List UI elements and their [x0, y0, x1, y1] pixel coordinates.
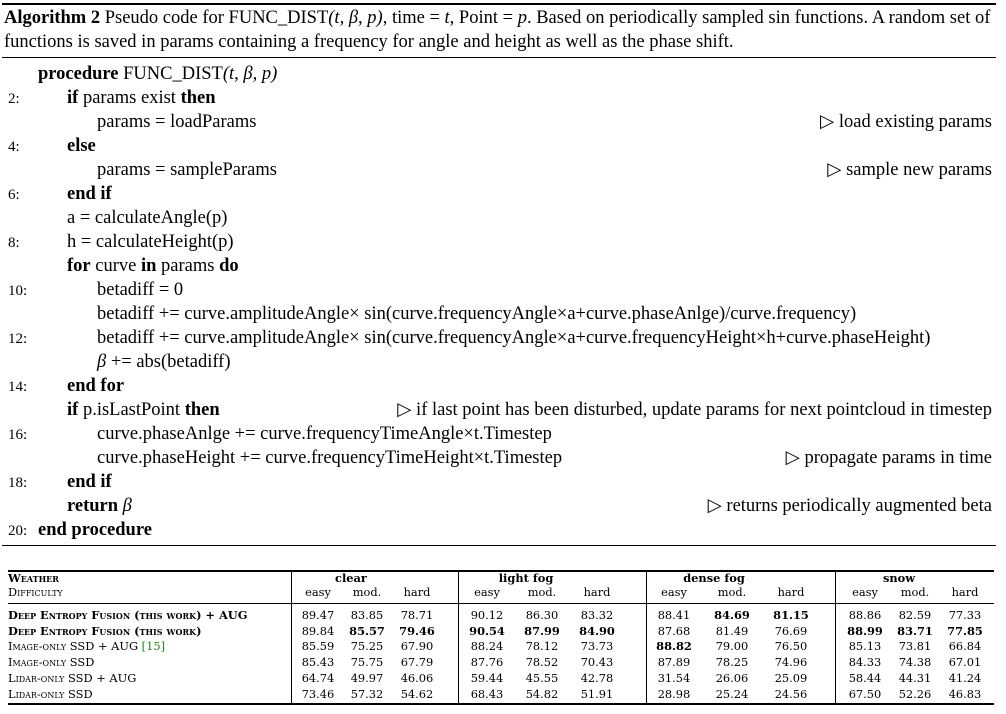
algorithm-line	[0, 230, 1000, 254]
score-cell: 90.54	[469, 623, 505, 638]
score-cell: 70.43	[580, 655, 614, 670]
score-cell: 28.98	[657, 686, 691, 701]
code-text	[67, 86, 216, 110]
score-cell: 54.62	[400, 686, 434, 701]
code-fragment: curve	[90, 256, 141, 276]
code-text	[67, 134, 96, 158]
algorithm-line	[0, 422, 1000, 446]
code-text	[67, 206, 227, 230]
score-cell: 75.75	[350, 655, 384, 670]
group-header: dense fog	[683, 571, 745, 585]
algorithm-line	[0, 494, 1000, 518]
table-header-weather	[8, 571, 994, 586]
code-text	[97, 302, 856, 326]
code-text	[67, 230, 234, 254]
difficulty-header: hard	[777, 585, 805, 599]
header-weather: Weather	[8, 571, 59, 585]
table-row	[8, 608, 994, 623]
code-fragment: params = sampleParams	[97, 160, 277, 180]
keyword: end procedure	[38, 520, 152, 540]
code-text	[67, 470, 112, 494]
score-cell: 76.69	[774, 623, 808, 638]
score-cell: 67.50	[848, 686, 882, 701]
algorithm-line	[0, 326, 1000, 350]
code-text	[67, 374, 124, 398]
code-fragment: curve.phaseHeight += curve.frequencyTimeHeight×t.Timestep	[97, 448, 563, 468]
table-header-rule	[8, 603, 994, 604]
algorithm-line	[0, 446, 1000, 470]
code-text	[97, 350, 231, 374]
table-row	[8, 655, 994, 670]
score-cell: 52.26	[898, 686, 932, 701]
code-fragment: params = loadParams	[97, 112, 257, 132]
score-cell: 79.46	[399, 623, 435, 638]
score-cell: 85.59	[301, 639, 335, 654]
score-cell: 68.43	[470, 686, 504, 701]
table-bottom-rule	[8, 703, 994, 705]
score-cell: 51.91	[580, 686, 614, 701]
score-cell: 78.71	[400, 608, 434, 622]
algorithm-line	[0, 110, 1000, 134]
score-cell: 87.89	[657, 655, 691, 670]
score-cell: 42.78	[580, 670, 614, 685]
code-fragment: betadiff += curve.amplitudeAngle× sin(curve.frequencyAngle×a+curve.phaseAnlge)/curve.frequency)	[97, 304, 857, 324]
difficulty-header: easy	[474, 585, 500, 599]
line-number: 20:	[8, 523, 28, 539]
keyword: end for	[67, 376, 125, 396]
score-cell: 87.76	[470, 655, 504, 670]
score-cell: 84.69	[714, 608, 750, 622]
line-number: 18:	[8, 475, 28, 491]
difficulty-header: hard	[583, 585, 611, 599]
difficulty-header: easy	[661, 585, 687, 599]
score-cell: 67.79	[400, 655, 434, 670]
code-text	[97, 422, 552, 446]
score-cell: 84.33	[848, 655, 882, 670]
score-cell: 86.30	[525, 608, 559, 622]
score-cell: 81.49	[715, 623, 749, 638]
code-text	[67, 254, 239, 278]
score-cell: 83.32	[580, 608, 614, 622]
score-cell: 44.31	[898, 670, 932, 685]
table-header-difficulty	[8, 585, 994, 600]
score-cell: 67.01	[948, 655, 982, 670]
score-cell: 75.25	[350, 639, 384, 654]
method-name: Image-only SSD + AUG [15]	[8, 639, 166, 654]
line-comment: ▷ returns periodically augmented beta	[707, 496, 992, 516]
score-cell: 88.82	[656, 639, 692, 654]
score-cell: 49.97	[350, 670, 384, 685]
score-cell: 76.50	[774, 639, 808, 654]
algorithm-line	[0, 278, 1000, 302]
algorithm-line	[0, 86, 1000, 110]
score-cell: 88.24	[470, 639, 504, 654]
score-cell: 73.46	[301, 686, 335, 701]
algorithm-caption: Algorithm 2 Pseudo code for FUNC_DIST(t, β, p), time = t, Point = p. Based on periodically sampled sin functions. A random set of functions is saved in params containing a frequency for angle and height as well as the phase shift.	[4, 8, 991, 52]
keyword: return	[67, 496, 119, 516]
top-rule	[2, 3, 996, 5]
keyword: then	[180, 88, 216, 108]
difficulty-header: mod.	[717, 585, 747, 599]
code-fragment: += abs(betadiff)	[106, 352, 231, 372]
score-cell: 84.90	[579, 623, 615, 638]
algorithm-line	[0, 350, 1000, 374]
table-row	[8, 639, 994, 654]
algorithm-line	[0, 254, 1000, 278]
math-symbol: β	[97, 352, 107, 372]
score-cell: 26.06	[715, 670, 749, 685]
caption-rule	[2, 57, 996, 58]
algorithm-line	[0, 182, 1000, 206]
score-cell: 77.33	[948, 608, 982, 622]
line-number: 12:	[8, 331, 28, 347]
code-fragment: betadiff += curve.amplitudeAngle× sin(curve.frequencyAngle×a+curve.frequencyHeight×h+curve.phaseHeight)	[97, 328, 931, 348]
score-cell: 45.55	[525, 670, 559, 685]
score-cell: 46.06	[400, 670, 434, 685]
group-header: snow	[882, 571, 916, 585]
score-cell: 25.24	[715, 686, 749, 701]
score-cell: 46.83	[948, 686, 982, 701]
score-cell: 25.09	[774, 670, 808, 685]
algorithm-line	[0, 374, 1000, 398]
score-cell: 54.82	[525, 686, 559, 701]
table-row	[8, 671, 994, 686]
method-name: Image-only SSD	[8, 655, 95, 670]
bottom-rule	[2, 545, 996, 546]
code-text	[97, 278, 183, 302]
table-row	[8, 624, 994, 639]
method-name: Lidar-only SSD	[8, 686, 93, 701]
score-cell: 83.71	[897, 623, 933, 638]
code-fragment: curve.phaseAnlge += curve.frequencyTimeAngle×t.Timestep	[97, 424, 552, 444]
code-fragment: h = calculateHeight(p)	[67, 232, 234, 252]
algorithm-line	[0, 134, 1000, 158]
score-cell: 74.96	[774, 655, 808, 670]
score-cell: 31.54	[657, 670, 691, 685]
algorithm-line	[0, 62, 1000, 86]
score-cell: 88.86	[848, 608, 882, 622]
math-symbol: (t, β, p)	[222, 64, 278, 84]
code-text	[67, 398, 220, 422]
algorithm-line	[0, 302, 1000, 326]
line-number: 14:	[8, 379, 28, 395]
line-number: 16:	[8, 427, 28, 443]
keyword: end if	[67, 472, 112, 492]
score-cell: 88.99	[847, 623, 883, 638]
line-number: 10:	[8, 283, 28, 299]
keyword: procedure	[38, 64, 119, 84]
score-cell: 89.84	[301, 623, 335, 638]
algorithm-line	[0, 398, 1000, 422]
keyword: if	[67, 88, 79, 108]
keyword: then	[184, 400, 220, 420]
keyword: for	[67, 256, 91, 276]
algorithm-line	[0, 158, 1000, 182]
score-cell: 41.24	[948, 670, 982, 685]
score-cell: 57.32	[350, 686, 384, 701]
score-cell: 24.56	[774, 686, 808, 701]
keyword: else	[67, 136, 96, 156]
difficulty-header: hard	[403, 585, 431, 599]
code-text	[97, 446, 562, 470]
score-cell: 83.85	[350, 608, 384, 622]
score-cell: 82.59	[898, 608, 932, 622]
code-fragment: p.isLastPoint	[78, 400, 185, 420]
method-name: Deep Entropy Fusion (this work) + AUG	[8, 608, 248, 622]
code-text	[97, 110, 256, 134]
difficulty-header: easy	[852, 585, 878, 599]
score-cell: 64.74	[301, 670, 335, 685]
math-symbol: β	[122, 496, 132, 516]
score-cell: 81.15	[773, 608, 809, 622]
line-number: 2:	[8, 91, 20, 107]
code-fragment: params	[156, 256, 220, 276]
code-text	[97, 326, 930, 350]
score-cell: 89.47	[301, 608, 335, 622]
score-cell: 87.99	[524, 623, 560, 638]
score-cell: 78.12	[525, 639, 559, 654]
score-cell: 73.73	[580, 639, 614, 654]
code-fragment: FUNC_DIST	[118, 64, 223, 84]
algorithm-line	[0, 518, 1000, 542]
difficulty-header: hard	[951, 585, 979, 599]
score-cell: 85.13	[848, 639, 882, 654]
line-comment: ▷ propagate params in time	[785, 448, 992, 468]
score-cell: 85.57	[349, 623, 385, 638]
score-cell: 85.43	[301, 655, 335, 670]
score-cell: 78.25	[715, 655, 749, 670]
code-fragment: betadiff = 0	[97, 280, 184, 300]
score-cell: 66.84	[948, 639, 982, 654]
score-cell: 79.00	[715, 639, 749, 654]
method-name: Deep Entropy Fusion (this work)	[8, 623, 202, 638]
keyword: if	[67, 400, 79, 420]
difficulty-header: mod.	[900, 585, 930, 599]
difficulty-header: easy	[305, 585, 331, 599]
line-number: 4:	[8, 139, 20, 155]
group-header: clear	[335, 571, 367, 585]
score-cell: 73.81	[898, 639, 932, 654]
header-difficulty: Difficulty	[8, 585, 63, 599]
line-comment: ▷ load existing params	[820, 112, 992, 132]
score-cell: 74.38	[898, 655, 932, 670]
line-number: 6:	[8, 187, 20, 203]
line-number: 8:	[8, 235, 20, 251]
keyword: in	[140, 256, 157, 276]
line-comment: ▷ sample new params	[827, 160, 992, 180]
code-text	[38, 62, 277, 86]
score-cell: 58.44	[848, 670, 882, 685]
code-fragment: params exist	[78, 88, 181, 108]
keyword: end if	[67, 184, 112, 204]
algorithm-line	[0, 206, 1000, 230]
table-row	[8, 687, 994, 702]
code-text	[38, 518, 152, 542]
code-fragment: a = calculateAngle(p)	[67, 208, 228, 228]
method-name: Lidar-only SSD + AUG	[8, 670, 137, 685]
code-text	[67, 182, 112, 206]
score-cell: 59.44	[470, 670, 504, 685]
function-name: FUNC_DIST	[228, 8, 329, 28]
group-header: light fog	[498, 571, 554, 585]
algorithm-label: Algorithm 2	[4, 8, 101, 28]
keyword: do	[219, 256, 239, 276]
score-cell: 78.52	[525, 655, 559, 670]
code-text	[97, 158, 277, 182]
score-cell: 67.90	[400, 639, 434, 654]
difficulty-header: mod.	[527, 585, 557, 599]
score-cell: 90.12	[470, 608, 504, 622]
score-cell: 77.85	[947, 623, 983, 638]
line-comment: ▷ if last point has been disturbed, update params for next pointcloud in timestep	[397, 400, 992, 420]
score-cell: 88.41	[657, 608, 691, 622]
algorithm-line	[0, 470, 1000, 494]
code-text	[67, 494, 132, 518]
score-cell: 87.68	[657, 623, 691, 638]
citation-link[interactable]: [15]	[138, 639, 166, 654]
difficulty-header: mod.	[352, 585, 382, 599]
